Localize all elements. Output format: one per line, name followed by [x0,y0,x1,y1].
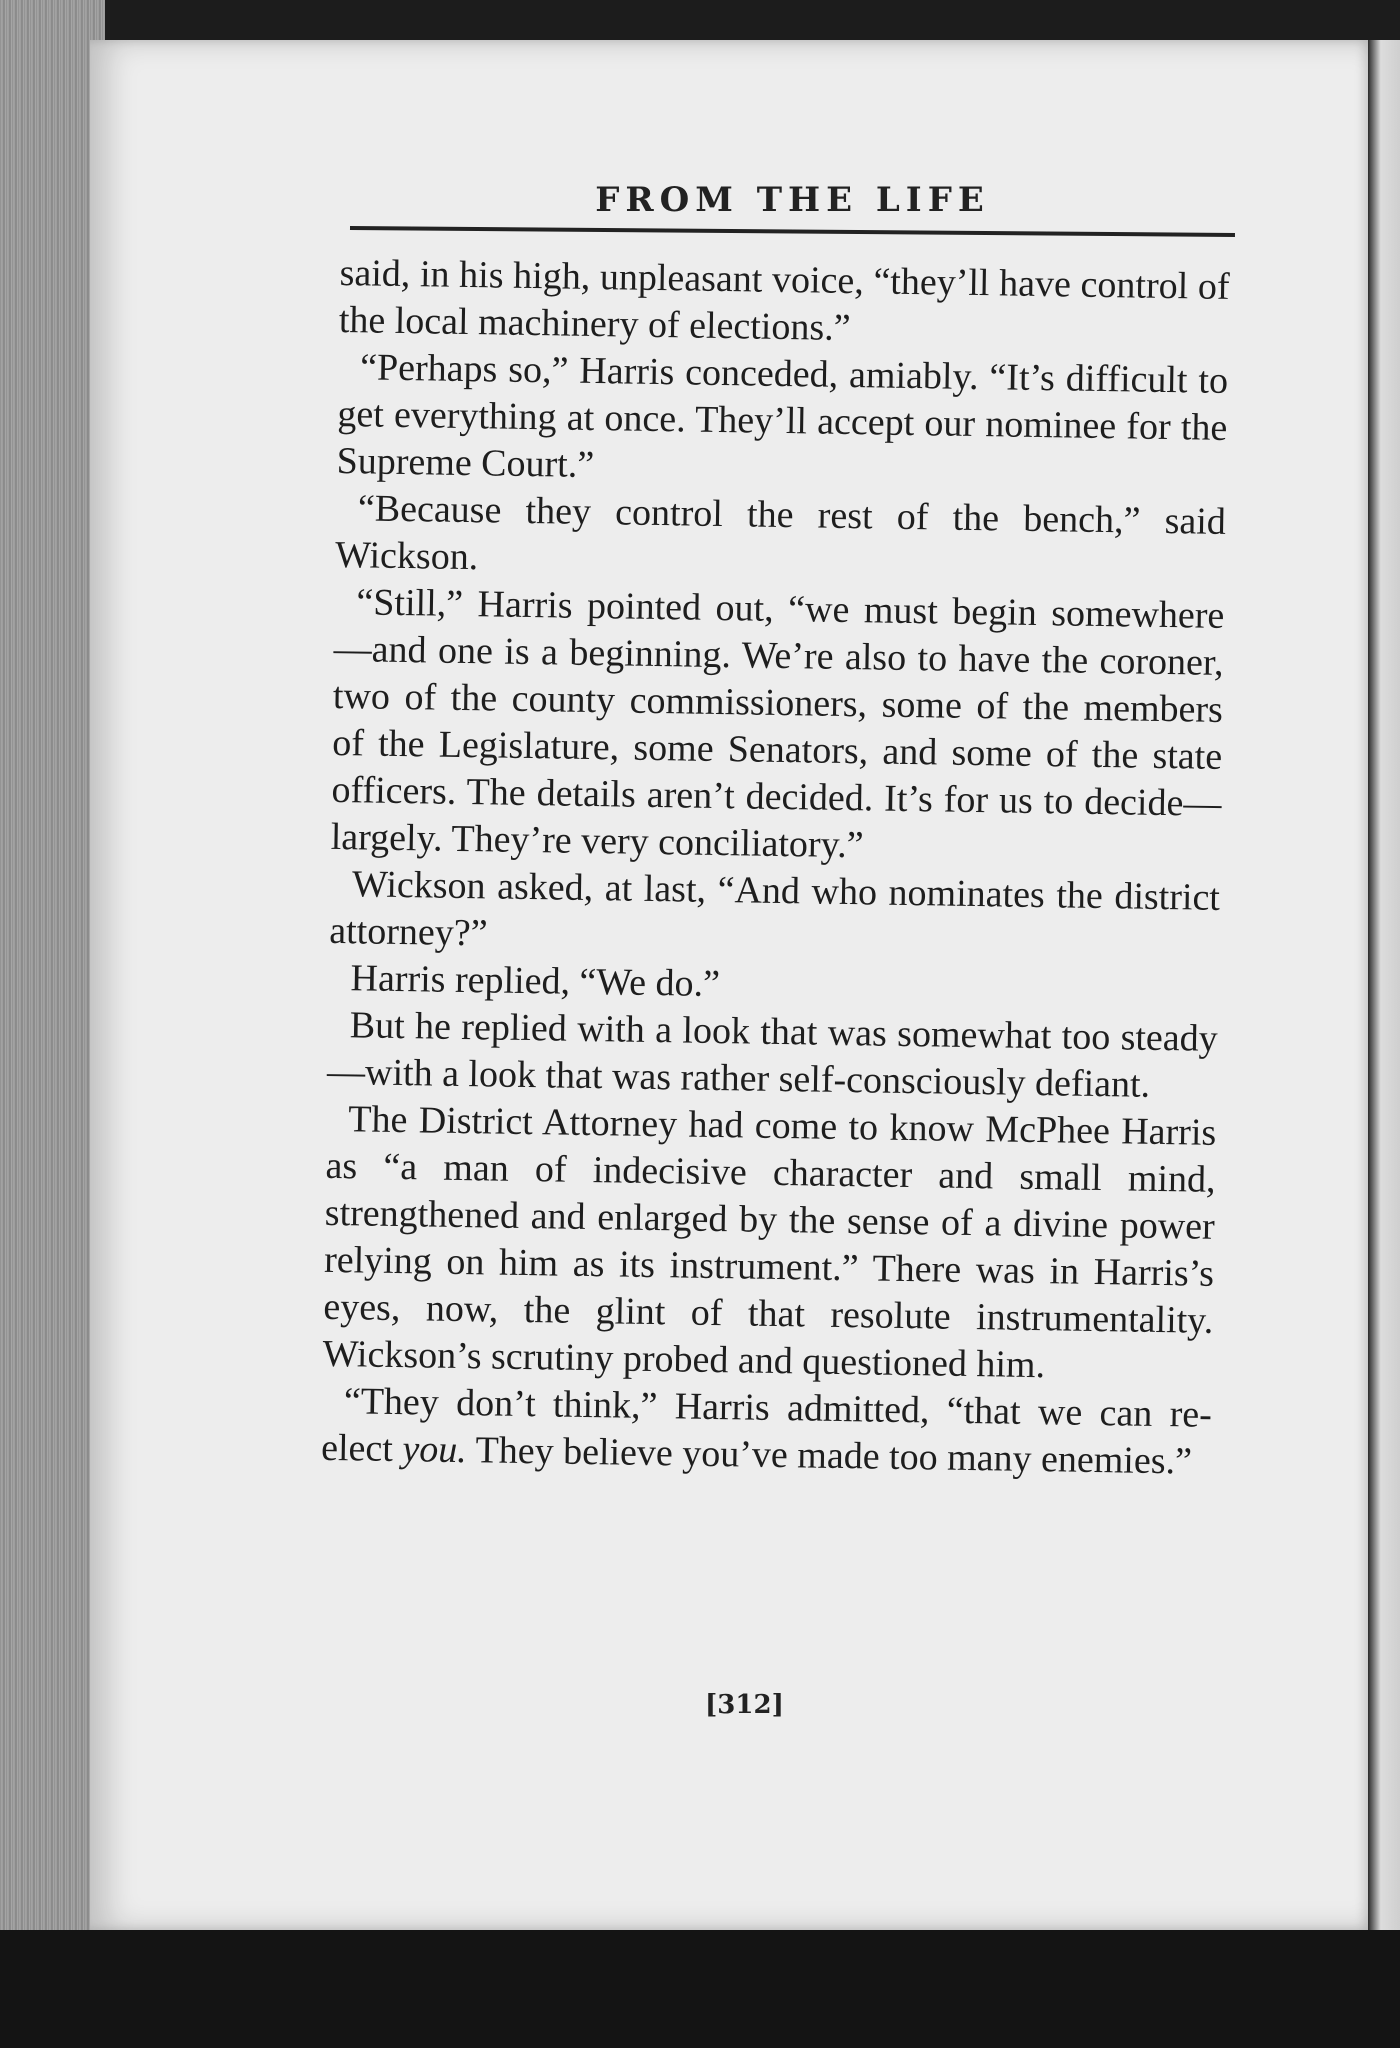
text-run: “They don’t think,” Harris admitted, “that we can re-elect [320,1380,1213,1471]
scan-background [0,1930,1400,2048]
body-text [321,250,1230,1486]
paragraph: “Perhaps so,” Harris conceded, amiably. “It’s difficult to get everything at once. They’ll accept our nominee for the Supreme Court.” [336,346,1229,487]
page-number: [312] [705,1690,784,1720]
paragraph: “Still,” Harris pointed out, “we must begin somewhere—and one is a beginning. We’re also to have the coroner, two of the county commissioners, some of the members of the Legislature, some Senators, and some of the state officers. The details aren’t decided. It’s for us to decide—largely. They’re very conciliatory.” [330,581,1225,867]
paragraph: But he replied with a look that was somewhat too steady—with a look that was rather self-consciously defiant. [326,1004,1219,1106]
paragraph: said, in his high, unpleasant voice, “they’ll have control of the local machinery of elections.” [338,251,1230,350]
text-run: They believe you’ve made too many enemies.” [466,1429,1193,1483]
emphasis: you. [402,1428,468,1472]
paragraph: Harris replied, “We do.” [350,957,721,1006]
paragraph: “Because they control the rest of the bench,” said Wickson. [334,487,1227,579]
running-head: FROM THE LIFE [595,180,990,220]
paragraph: The District Attorney had come to know McPhee Harris as “a man of indecisive character and small mind, strengthened and enlarged by the sense of a divine power relying on him as its instrument.” There was in Harris’s eyes, now, the glint of that resolute instrumentality. Wickson’s scrutiny probed and questioned him. [322,1098,1217,1387]
paragraph-last [321,1378,1212,1486]
facing-page-edge [1368,40,1400,1930]
paragraph: Wickson asked, at last, “And who nominates the district attorney?” [328,863,1221,955]
